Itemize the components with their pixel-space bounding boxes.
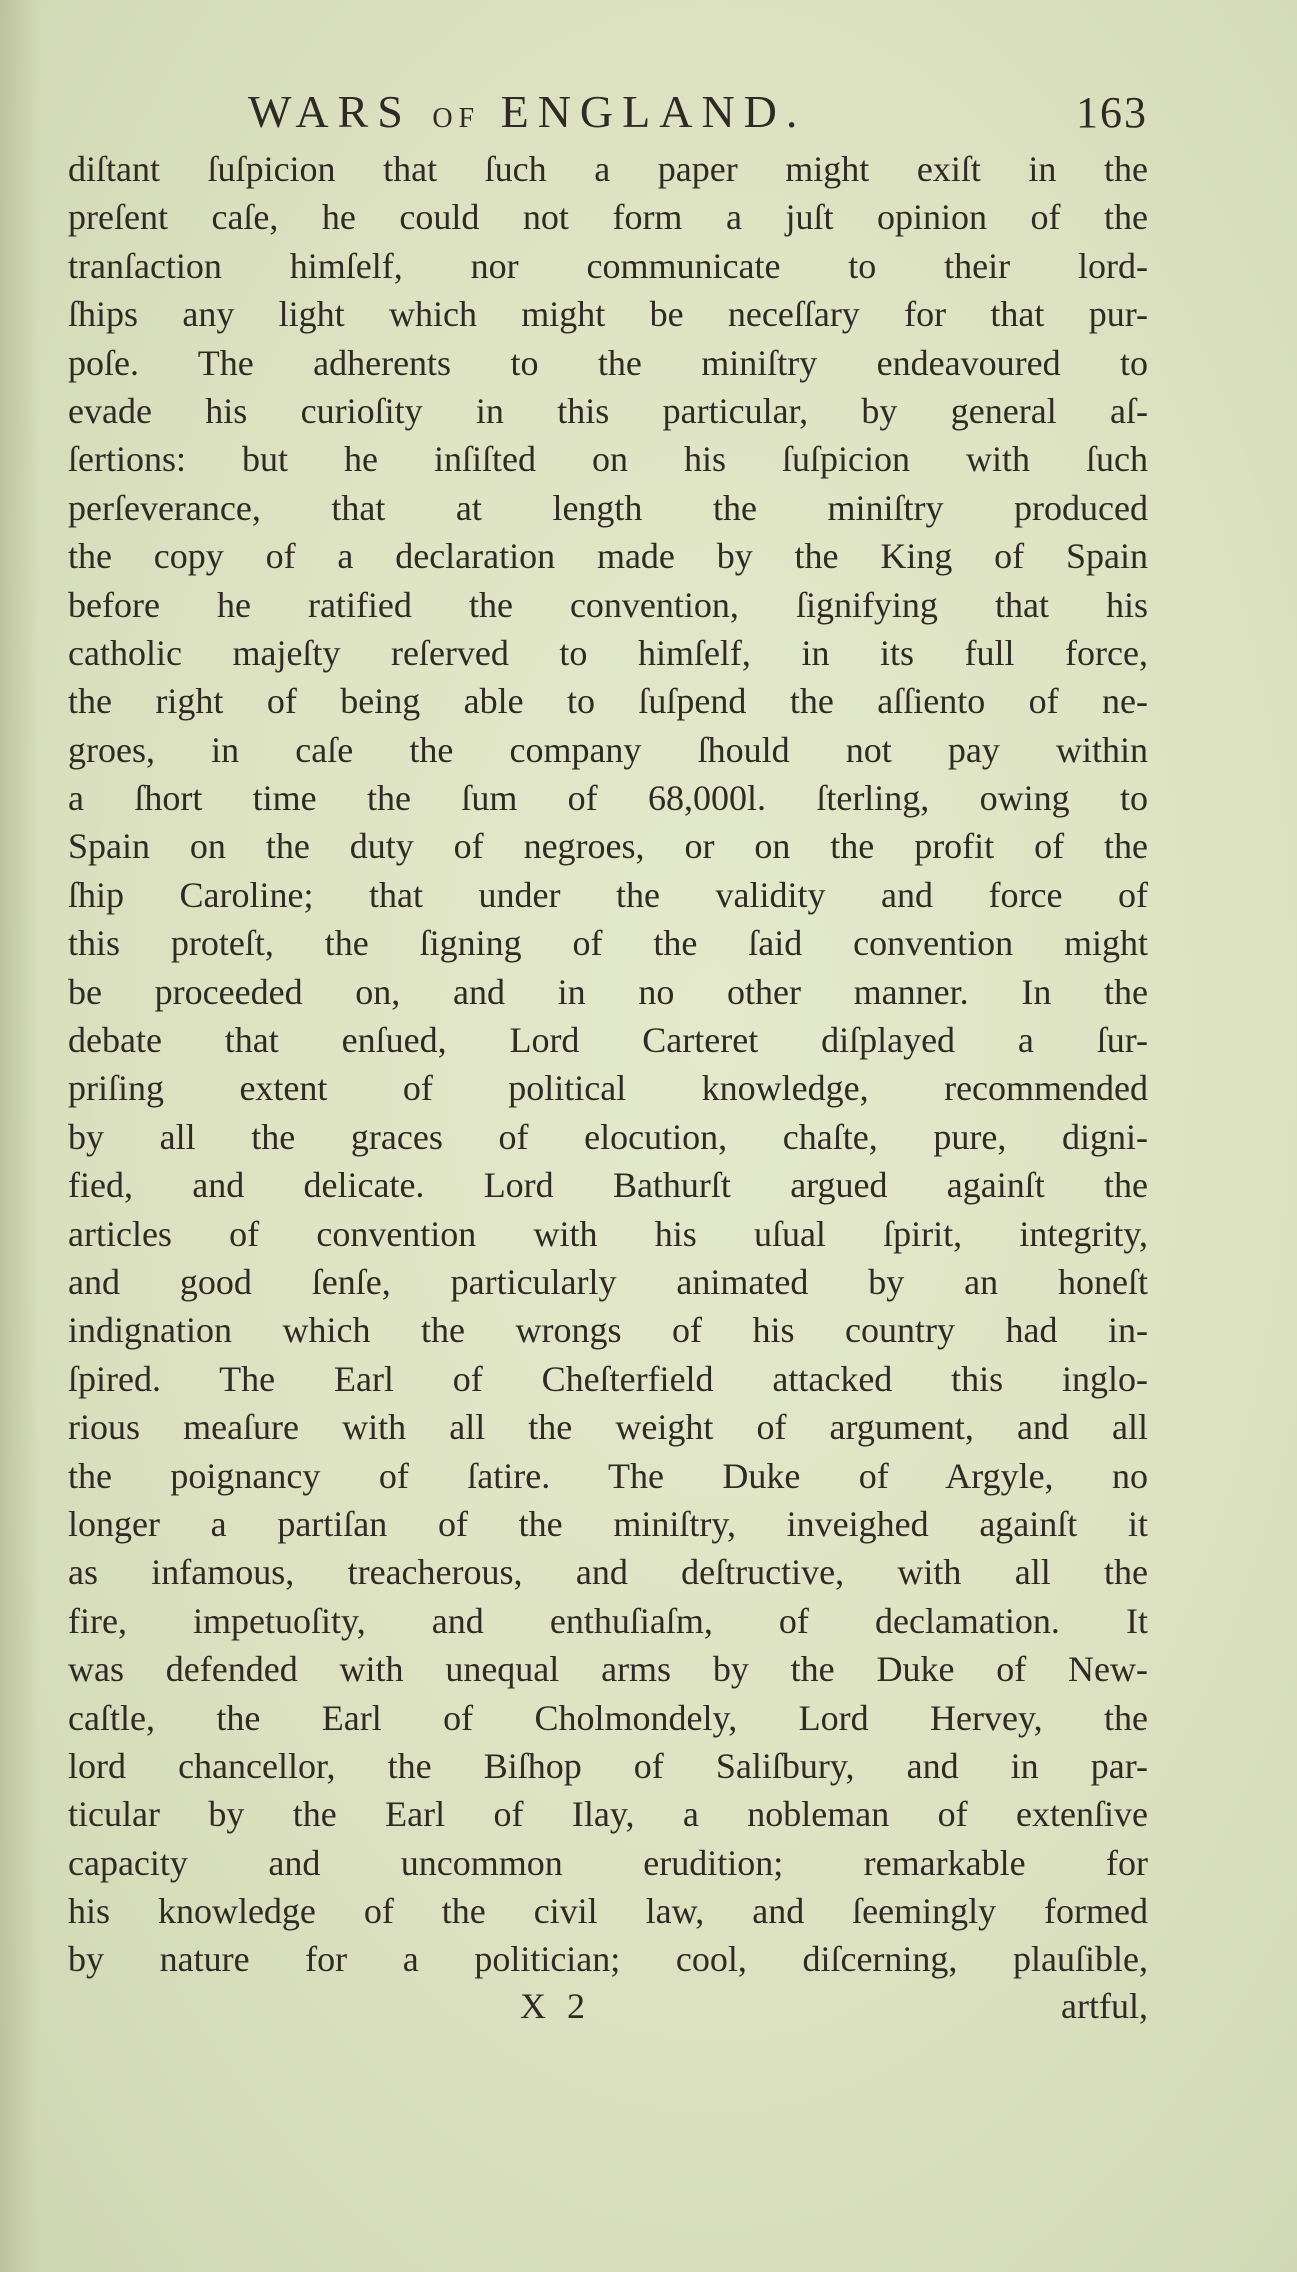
signature-mark: X 2 <box>520 1986 591 2026</box>
page-number: 163 <box>1076 88 1148 137</box>
running-title-of: OF <box>432 103 481 134</box>
text-line: ſhips any light which might be neceſſary for that pur- <box>68 294 1148 335</box>
text-line: lord chancellor, the Biſhop of Saliſbury, and in par- <box>68 1745 1148 1786</box>
text-line: caſtle, the Earl of Cholmondely, Lord Hervey, the <box>68 1697 1148 1738</box>
text-line: before he ratified the convention, ſignifying that his <box>68 584 1148 625</box>
page-gutter-shadow <box>0 0 40 2272</box>
text-line: perſeverance, that at length the miniſtry produced <box>68 487 1148 528</box>
text-line: the copy of a declaration made by the King of Spain <box>68 536 1148 577</box>
text-line: indignation which the wrongs of his country had in- <box>68 1310 1148 1351</box>
text-line: fire, impetuoſity, and enthuſiaſm, of declamation. It <box>68 1600 1148 1641</box>
text-line: this proteſt, the ſigning of the ſaid convention might <box>68 923 1148 964</box>
text-line: poſe. The adherents to the miniſtry endeavoured to <box>68 342 1148 383</box>
text-line: ſhip Caroline; that under the validity and force of <box>68 874 1148 915</box>
text-line: the right of being able to ſuſpend the aſſiento of ne- <box>68 681 1148 722</box>
text-line: fied, and delicate. Lord Bathurſt argued againſt the <box>68 1165 1148 1206</box>
text-line: capacity and uncommon erudition; remarkable for <box>68 1842 1148 1883</box>
text-line: be proceeded on, and in no other manner. In the <box>68 971 1148 1012</box>
body-text <box>68 145 1148 1984</box>
text-line: evade his curioſity in this particular, by general aſ- <box>68 390 1148 431</box>
text-line: preſent caſe, he could not form a juſt opinion of the <box>68 197 1148 238</box>
catchword: artful, <box>1061 1986 1148 2026</box>
text-line: rious meaſure with all the weight of argument, and all <box>68 1407 1148 1448</box>
text-line: ticular by the Earl of Ilay, a nobleman of extenſive <box>68 1794 1148 1835</box>
text-line: diſtant ſuſpicion that ſuch a paper might exiſt in the <box>68 149 1148 189</box>
text-line: Spain on the duty of negroes, or on the profit of the <box>68 826 1148 867</box>
text-line: articles of convention with his uſual ſpirit, integrity, <box>68 1213 1148 1254</box>
text-line: debate that enſued, Lord Carteret diſplayed a ſur- <box>68 1020 1148 1061</box>
text-line: priſing extent of political knowledge, recommended <box>68 1068 1148 1109</box>
text-line: ſpired. The Earl of Cheſterfield attacked this inglo- <box>68 1358 1148 1399</box>
text-line: was defended with unequal arms by the Duke of New- <box>68 1649 1148 1690</box>
text-line: catholic majeſty reſerved to himſelf, in its full force, <box>68 632 1148 673</box>
text-line: as infamous, treacherous, and deſtructive, with all the <box>68 1552 1148 1593</box>
running-head <box>68 85 1148 145</box>
text-line: the poignancy of ſatire. The Duke of Argyle, no <box>68 1455 1148 1496</box>
text-line: tranſaction himſelf, nor communicate to their lord- <box>68 245 1148 286</box>
text-line: and good ſenſe, particularly animated by an honeſt <box>68 1261 1148 1302</box>
running-title <box>248 85 806 138</box>
text-line: his knowledge of the civil law, and ſeemingly formed <box>68 1891 1148 1932</box>
page-footer <box>68 1985 1148 2035</box>
running-title-part2: ENGLAND. <box>480 86 807 137</box>
text-line: longer a partiſan of the miniſtry, inveighed againſt it <box>68 1503 1148 1544</box>
text-line: by all the graces of elocution, chaſte, pure, digni- <box>68 1116 1148 1157</box>
text-line: by nature for a politician; cool, diſcerning, plauſible, <box>68 1939 1148 1980</box>
text-line: ſertions: but he inſiſted on his ſuſpicion with ſuch <box>68 439 1148 480</box>
running-title-part1: WARS <box>248 86 433 137</box>
text-line: groes, in caſe the company ſhould not pay within <box>68 729 1148 770</box>
text-line: a ſhort time the ſum of 68,000l. ſterling, owing to <box>68 778 1148 819</box>
